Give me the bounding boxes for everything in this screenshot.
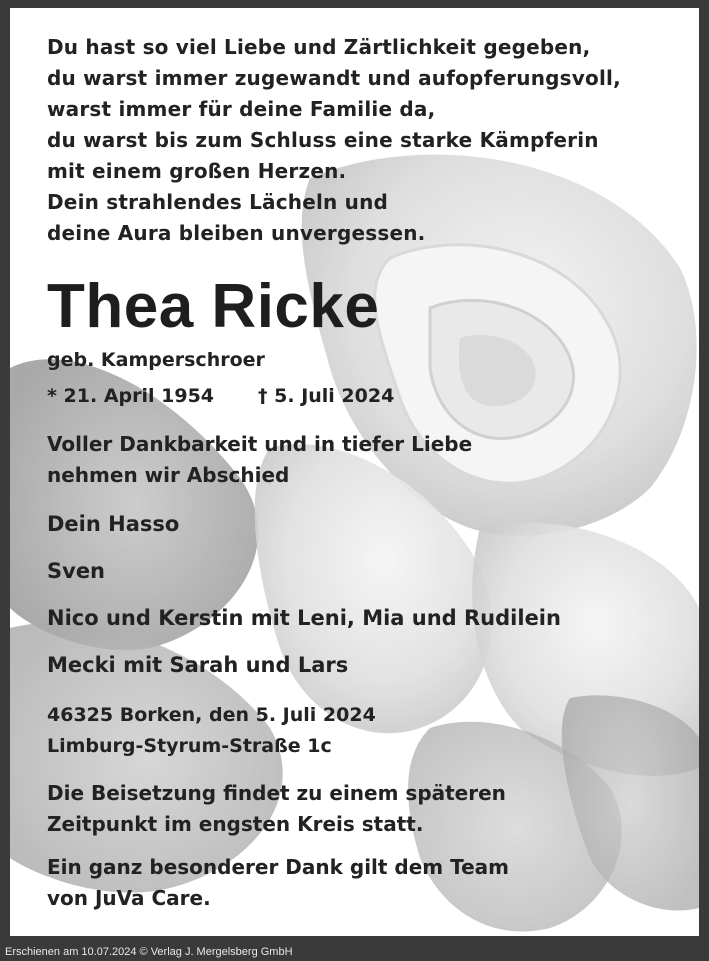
- notice-line: Die Beisetzung findet zu einem späteren: [47, 781, 506, 805]
- poem-line: mit einem großen Herzen.: [47, 159, 347, 183]
- death-date: † 5. Juli 2024: [258, 385, 395, 407]
- address-line: Limburg-Styrum-Straße 1c: [47, 735, 332, 757]
- mourner: Sven: [47, 559, 106, 583]
- address-line: 46325 Borken, den 5. Juli 2024: [47, 704, 376, 726]
- poem-line: Du hast so viel Liebe und Zärtlichkeit gegeben,: [47, 35, 591, 59]
- farewell-text: [47, 429, 687, 491]
- mourner: Dein Hasso: [47, 512, 180, 536]
- poem-line: du warst bis zum Schluss eine starke Kämpferin: [47, 128, 599, 152]
- poem-line: warst immer für deine Familie da,: [47, 97, 436, 121]
- farewell-line: Voller Dankbarkeit und in tiefer Liebe: [47, 432, 473, 456]
- poem-line: deine Aura bleiben unvergessen.: [47, 221, 426, 245]
- thanks-line: von JuVa Care.: [47, 886, 211, 910]
- life-dates: [47, 385, 687, 407]
- mourner: Mecki mit Sarah und Lars: [47, 653, 349, 677]
- poem-line: Dein strahlendes Lächeln und: [47, 190, 389, 214]
- birth-date: * 21. April 1954: [47, 385, 215, 407]
- notice-content: [47, 32, 687, 914]
- mourner: Nico und Kerstin mit Leni, Mia und Rudilein: [47, 606, 561, 630]
- poem-line: du warst immer zugewandt und aufopferungsvoll,: [47, 66, 621, 90]
- publication-footer: Erschienen am 10.07.2024 © Verlag J. Mergelsberg GmbH: [5, 946, 293, 958]
- funeral-notice: [47, 778, 687, 840]
- maiden-name: geb. Kamperschroer: [47, 349, 265, 371]
- thanks-line: Ein ganz besonderer Dank gilt dem Team: [47, 855, 509, 879]
- poem: [47, 32, 687, 249]
- thanks-text: [47, 852, 687, 914]
- notice-line: Zeitpunkt im engsten Kreis statt.: [47, 812, 424, 836]
- address: [47, 700, 687, 762]
- farewell-line: nehmen wir Abschied: [47, 463, 290, 487]
- obituary-notice: [10, 8, 699, 936]
- deceased-name: Thea Ricke: [47, 272, 380, 341]
